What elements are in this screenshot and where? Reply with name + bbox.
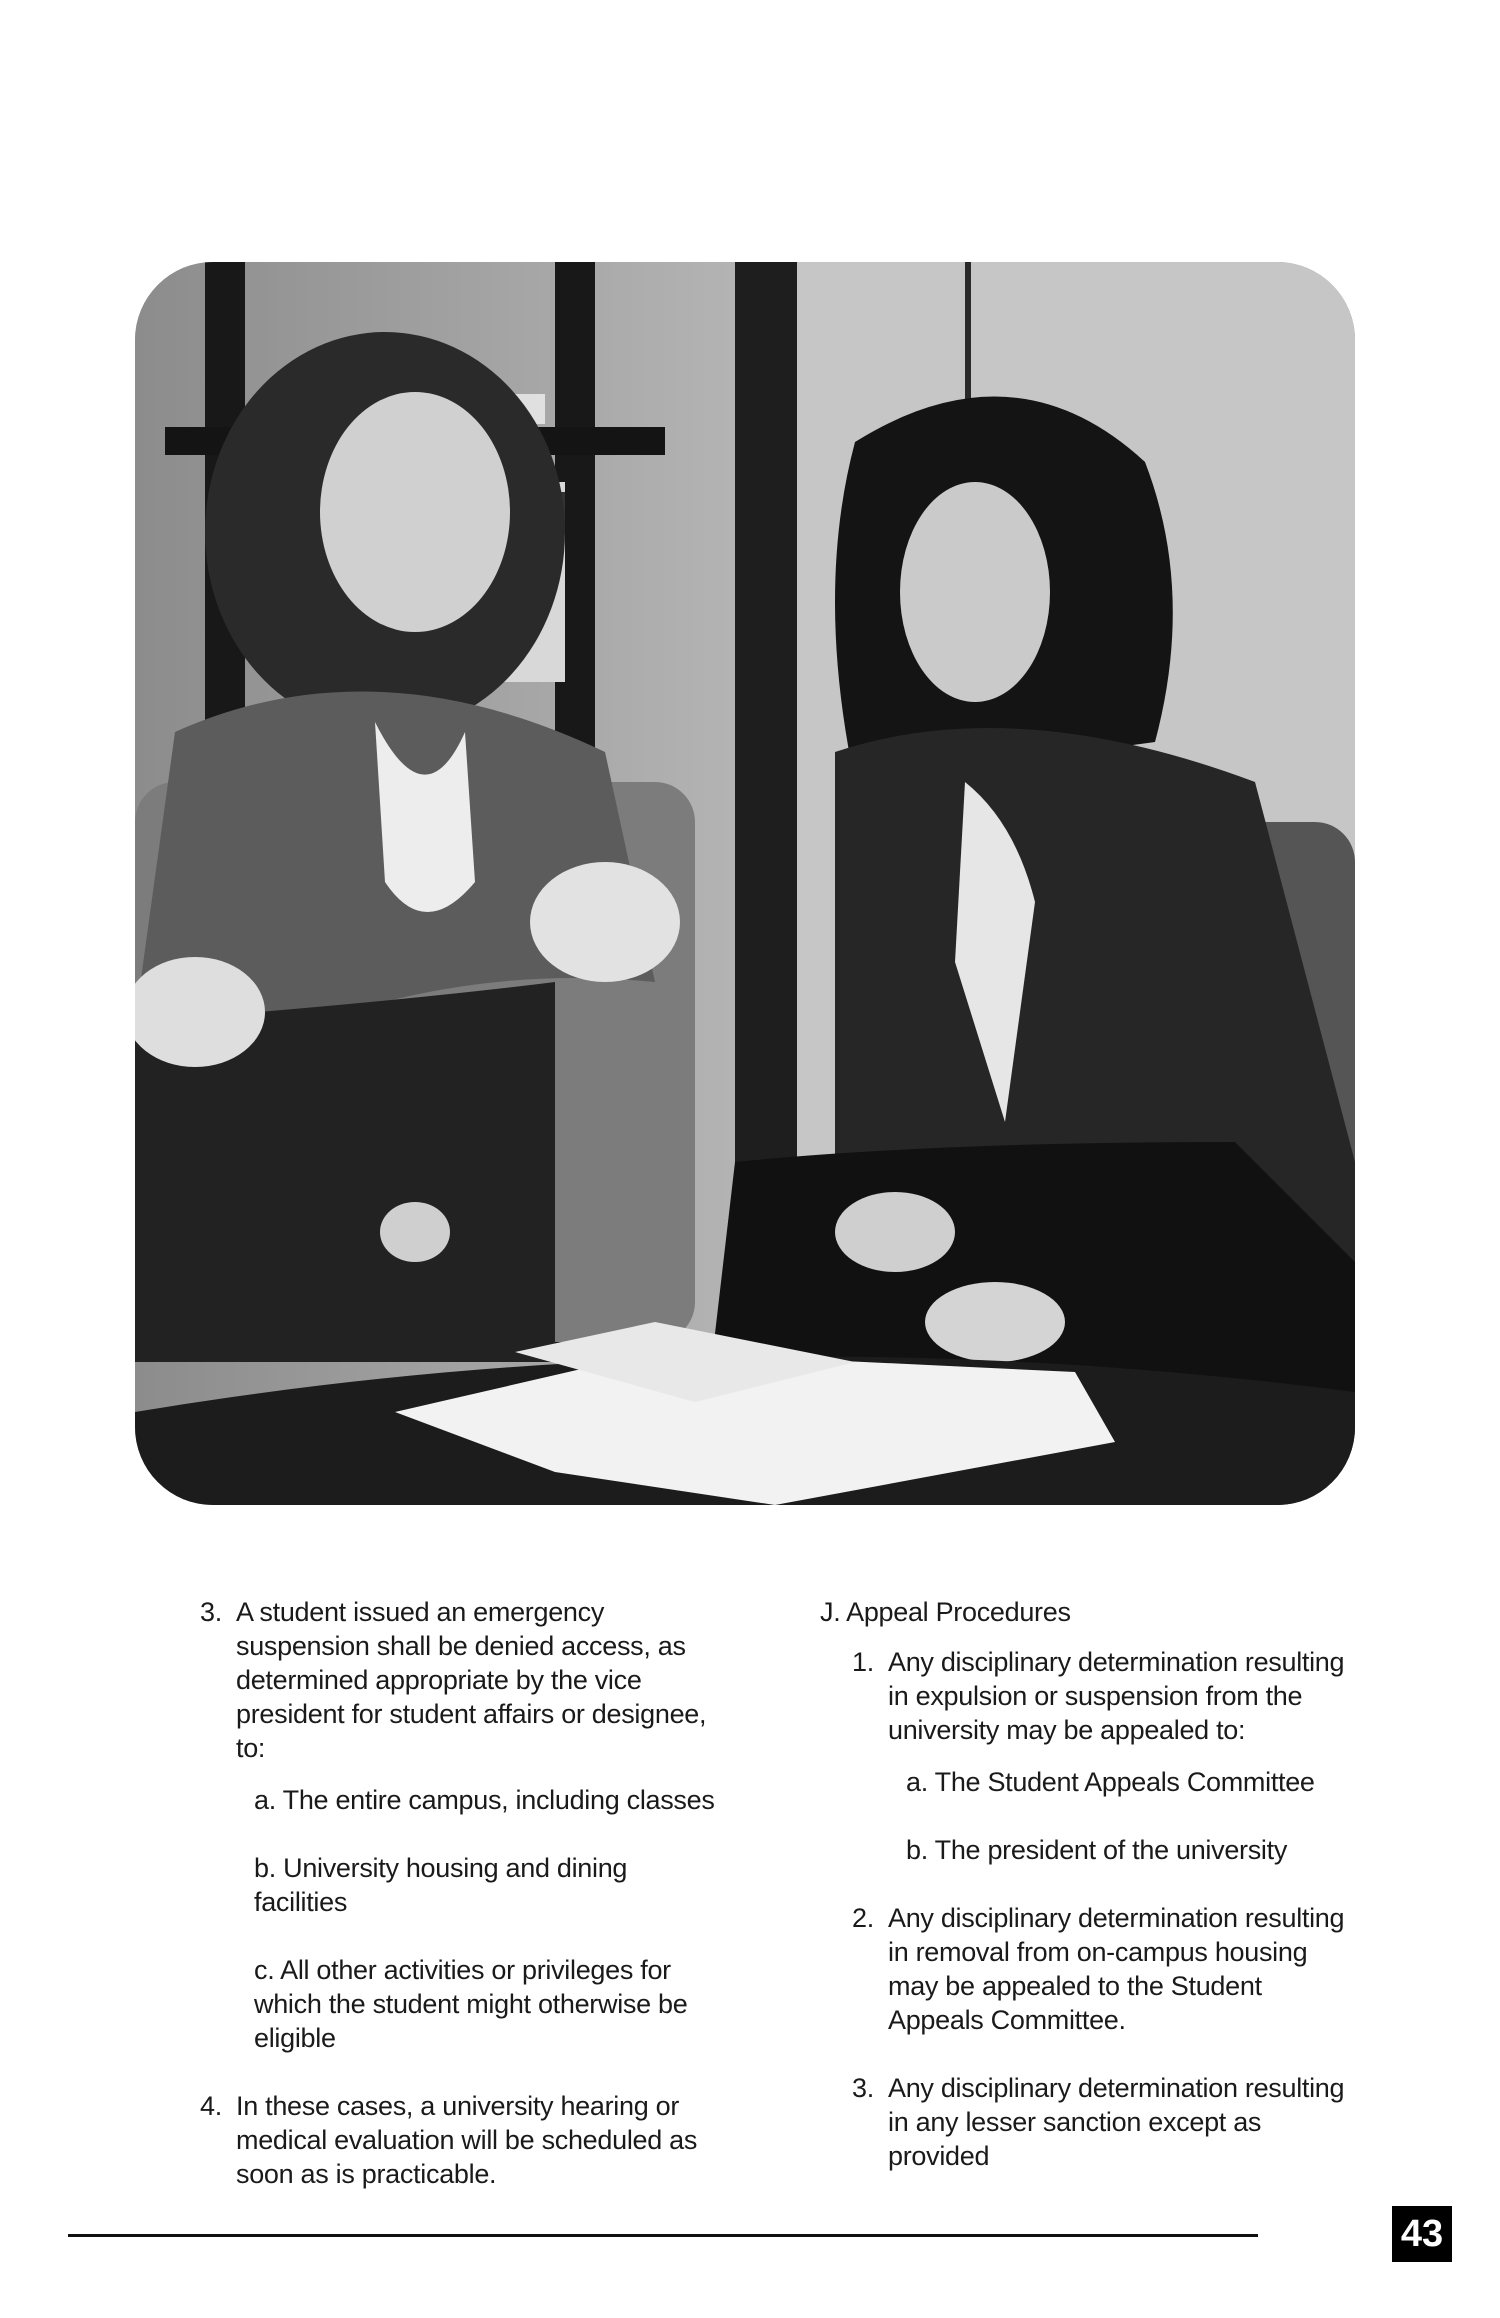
list-item-2 xyxy=(852,1901,1360,2037)
sub-item-a: a. The Student Appeals Committee xyxy=(906,1767,1315,1797)
photo-women-reviewing-papers xyxy=(135,262,1355,1505)
page-number: 43 xyxy=(1392,2206,1452,2262)
sub-item-c: c. All other activities or privileges for which the student might otherwise be eligible xyxy=(254,1955,688,2053)
photo-illustration xyxy=(135,262,1355,1505)
list-item-3 xyxy=(852,2071,1360,2173)
section-heading: J. Appeal Procedures xyxy=(820,1597,1071,1627)
item-text: A student issued an emergency suspension shall be denied access, as determined appropriate by the vice president for student affairs or designee, to: xyxy=(236,1597,707,1763)
item-number: 3. xyxy=(852,2073,874,2103)
item-text: Any disciplinary determination resulting in removal from on-campus housing may be appealed to the Student Appeals Committee. xyxy=(888,1903,1345,2035)
footer-divider xyxy=(68,2234,1258,2237)
sub-item-b: b. University housing and dining facilities xyxy=(254,1853,628,1917)
list-item-1 xyxy=(852,1645,1360,1747)
sub-item-a: a. The entire campus, including classes xyxy=(254,1785,715,1815)
item-text: Any disciplinary determination resulting in any lesser sanction except as provided xyxy=(888,2073,1345,2171)
item-text: Any disciplinary determination resulting in expulsion or suspension from the university may be appealed to: xyxy=(888,1647,1345,1745)
item-text: In these cases, a university hearing or medical evaluation will be scheduled as soon as is practicable. xyxy=(236,2091,698,2189)
list-item-3 xyxy=(200,1595,720,1765)
item-number: 3. xyxy=(200,1597,222,1627)
item-number: 1. xyxy=(852,1647,874,1677)
list-item-4 xyxy=(200,2089,720,2191)
sub-item-b: b. The president of the university xyxy=(906,1835,1288,1865)
item-number: 2. xyxy=(852,1903,874,1933)
left-column xyxy=(200,1595,720,2191)
item-number: 4. xyxy=(200,2091,222,2121)
right-column xyxy=(820,1595,1360,2173)
